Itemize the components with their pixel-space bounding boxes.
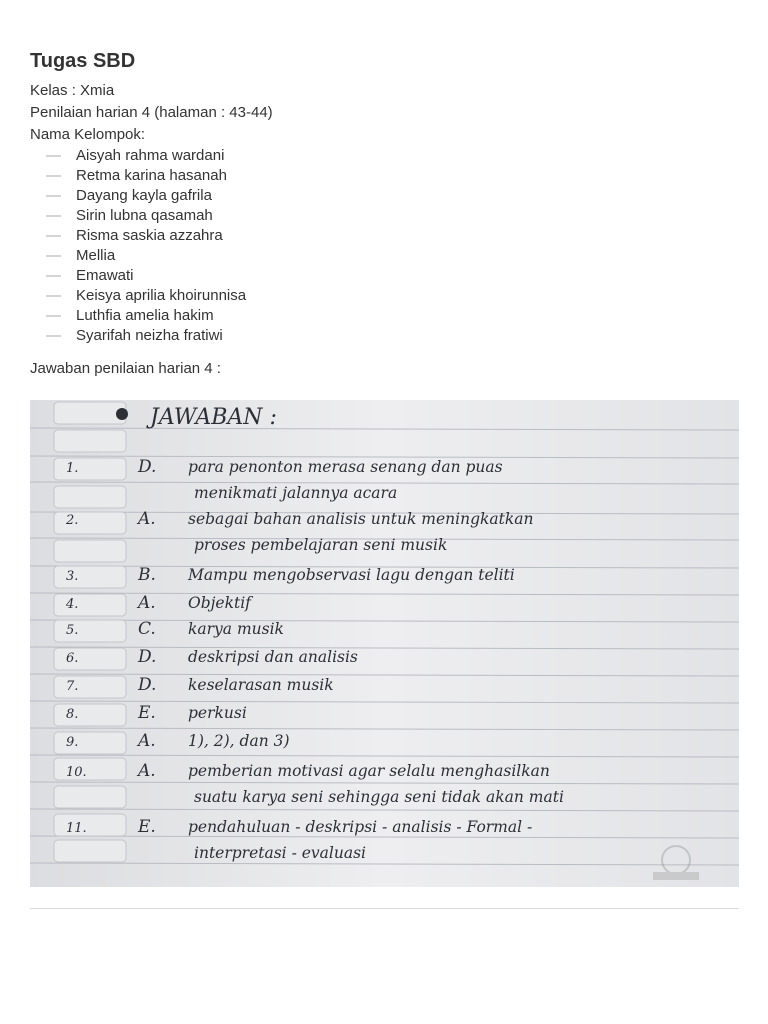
answer-text: pendahuluan - deskripsi - analisis - Formal - — [188, 818, 533, 836]
margin-box — [54, 704, 126, 726]
dash-bullet: — — [46, 207, 61, 224]
member-item — [30, 186, 739, 206]
answer-letter: E. — [138, 817, 156, 837]
answer-text: Objektif — [188, 594, 251, 612]
margin-box — [54, 786, 126, 808]
answer-letter: B. — [138, 565, 156, 585]
member-name: Luthfia amelia hakim — [76, 307, 214, 324]
dash-bullet: — — [46, 287, 61, 304]
member-name: Mellia — [76, 247, 116, 264]
answer-number: 1. — [66, 461, 79, 476]
answer-text: interpretasi - evaluasi — [194, 844, 366, 862]
handwritten-answer-photo — [30, 400, 739, 887]
document-title: Tugas SBD — [30, 50, 136, 72]
answer-text: pemberian motivasi agar selalu menghasilkan — [188, 762, 550, 780]
member-item — [30, 266, 739, 286]
dash-bullet: — — [46, 247, 61, 264]
answer-letter: A. — [138, 593, 156, 613]
margin-box — [54, 620, 126, 642]
answer-text: menikmati jalannya acara — [194, 484, 398, 502]
footer-divider — [30, 908, 739, 909]
member-item — [30, 206, 739, 226]
margin-box — [54, 814, 126, 836]
member-item — [30, 306, 739, 326]
dash-bullet: — — [46, 327, 61, 344]
margin-box — [54, 458, 126, 480]
document — [30, 46, 739, 380]
answer-letter: A. — [138, 509, 156, 529]
answer-text: proses pembelajaran seni musik — [194, 536, 448, 554]
answer-text: Mampu mengobservasi lagu dengan teliti — [188, 566, 515, 584]
answer-text: karya musik — [188, 620, 284, 638]
member-name: Risma saskia azzahra — [76, 227, 223, 244]
bullet-dot — [116, 408, 128, 420]
margin-box — [54, 648, 126, 670]
margin-box — [54, 486, 126, 508]
answer-number: 9. — [66, 735, 79, 750]
margin-box — [54, 566, 126, 588]
member-item — [30, 146, 739, 166]
member-item — [30, 166, 739, 186]
margin-box — [54, 402, 126, 424]
dash-bullet: — — [46, 147, 61, 164]
answer-number: 8. — [66, 707, 79, 722]
member-item — [30, 326, 739, 346]
answer-letter: A. — [138, 731, 156, 751]
notebook-page — [30, 400, 739, 887]
member-name: Emawati — [76, 267, 134, 284]
margin-box — [54, 540, 126, 562]
dash-bullet: — — [46, 267, 61, 284]
margin-box — [54, 676, 126, 698]
answer-number: 7. — [66, 679, 79, 694]
margin-box — [54, 430, 126, 452]
member-item — [30, 226, 739, 246]
member-name: Aisyah rahma wardani — [76, 147, 225, 164]
margin-box — [54, 732, 126, 754]
answer-letter: D. — [138, 675, 157, 695]
class-line: Kelas : Xmia — [30, 82, 115, 99]
answer-text: 1), 2), dan 3) — [188, 732, 290, 750]
member-name: Sirin lubna qasamah — [76, 207, 213, 224]
dash-bullet: — — [46, 307, 61, 324]
margin-box — [54, 594, 126, 616]
answer-text: keselarasan musik — [188, 676, 334, 694]
answer-number: 3. — [66, 569, 79, 584]
assessment-line: Penilaian harian 4 (halaman : 43-44) — [30, 104, 273, 121]
dash-bullet: — — [46, 167, 61, 184]
answer-text: suatu karya seni sehingga seni tidak akan mati — [194, 788, 564, 806]
answer-number: 11. — [66, 821, 87, 836]
jawaban-heading: JAWABAN : — [150, 405, 277, 430]
answer-text: perkusi — [188, 704, 247, 722]
member-list — [30, 146, 739, 346]
member-item — [30, 246, 739, 266]
group-name-label: Nama Kelompok: — [30, 126, 146, 143]
margin-box — [54, 758, 126, 780]
answer-number: 4. — [66, 597, 79, 612]
answer-text: para penonton merasa senang dan puas — [188, 458, 503, 476]
dash-bullet: — — [46, 187, 61, 204]
answer-letter: C. — [138, 619, 156, 639]
answer-number: 10. — [66, 765, 87, 780]
answer-text: deskripsi dan analisis — [188, 648, 358, 666]
answer-letter: E. — [138, 703, 156, 723]
member-name: Syarifah neizha fratiwi — [76, 327, 223, 344]
member-name: Keisya aprilia khoirunnisa — [76, 287, 247, 304]
answer-letter: D. — [138, 647, 157, 667]
answer-number: 6. — [66, 651, 79, 666]
answer-letter: D. — [138, 457, 157, 477]
answers-label: Jawaban penilaian harian 4 : — [30, 360, 221, 377]
margin-box — [54, 512, 126, 534]
answer-number: 5. — [66, 623, 79, 638]
margin-box — [54, 840, 126, 862]
member-name: Retma karina hasanah — [76, 167, 227, 184]
answer-number: 2. — [66, 513, 79, 528]
answer-letter: A. — [138, 761, 156, 781]
member-name: Dayang kayla gafrila — [76, 187, 212, 204]
member-item — [30, 286, 739, 306]
answer-text: sebagai bahan analisis untuk meningkatkan — [188, 510, 534, 528]
dash-bullet: — — [46, 227, 61, 244]
